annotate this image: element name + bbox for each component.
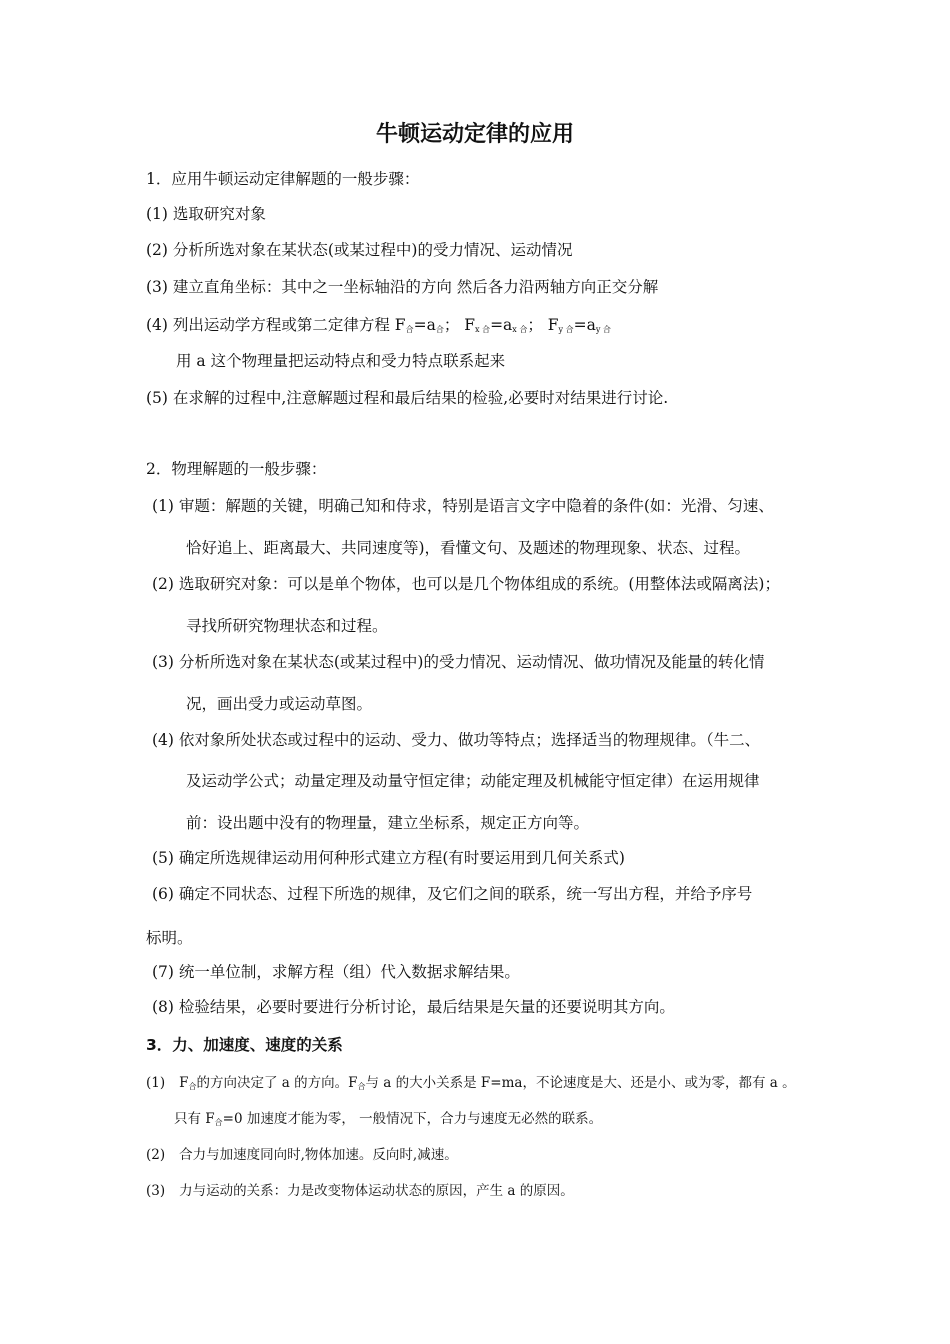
section2-item-3-line2: 况，画出受力或运动草图。 [186, 695, 373, 713]
separator: ； F [443, 316, 475, 334]
section2-item-4-line2: 及运动学公式；动量定理及动量守恒定律；动能定理及机械能守恒定律）在运用规律 [186, 772, 760, 790]
section1-item-4 [146, 316, 611, 335]
section1-item-5: (5) 在求解的过程中,注意解题过程和最后结果的检验,必要时对结果进行讨论. [146, 389, 669, 407]
item-text: 力与运动的关系：力是改变物体运动状态的原因，产生 a 的原因。 [179, 1183, 574, 1199]
subscript: y 合 [595, 325, 611, 334]
section2-item-3-line1: (3) 分析所选对象在某状态(或某过程中)的受力情况、运动情况、做功情况及能量的转化情 [152, 653, 765, 671]
item-number: (2) [146, 1147, 166, 1163]
subscript: 合 [214, 1118, 223, 1127]
subscript: x 合 [475, 325, 491, 334]
subscript: 合 [435, 325, 444, 334]
section2-item-4-line3: 前：设出题中没有的物理量，建立坐标系，规定正方向等。 [186, 814, 590, 832]
separator: ； F [527, 316, 559, 334]
section1-item-4-note: 用 a 这个物理量把运动特点和受力特点联系起来 [176, 352, 506, 370]
text-part: 与 a 的大小关系是 F=ma，不论速度是大、还是小、或为零，都有 a 。 [365, 1075, 796, 1091]
section1-heading: 1．应用牛顿运动定律解题的一般步骤： [146, 170, 420, 188]
section3-item-1-line2 [174, 1111, 602, 1128]
item-text: 合力与加速度同向时,物体加速。反向时,减速。 [179, 1147, 458, 1163]
text-part: 只有 F [174, 1111, 215, 1127]
item-number: (3) [146, 1183, 166, 1199]
section2-item-2-line1: (2) 选取研究对象：可以是单个物体，也可以是几个物体组成的系统。(用整体法或隔离法)； [152, 575, 780, 593]
section2-heading: 2．物理解题的一般步骤： [146, 460, 327, 478]
section2-item-5: (5) 确定所选规律运动用何种形式建立方程(有时要运用到几何关系式) [152, 849, 625, 867]
section2-item-2-line2: 寻找所研究物理状态和过程。 [186, 617, 388, 635]
section2-item-7: (7) 统一单位制，求解方程（组）代入数据求解结果。 [152, 963, 520, 981]
equation-part: =a [413, 316, 436, 334]
subscript: 合 [357, 1082, 366, 1091]
section2-item-4-line1: (4) 依对象所处状态或过程中的运动、受力、做功等特点；选择适当的物理规律。（牛二、 [152, 731, 761, 749]
text-part: 的方向决定了 a 的方向。F [196, 1075, 358, 1091]
page-title: 牛顿运动定律的应用 [375, 122, 574, 147]
equation-part: =a [490, 316, 513, 334]
subscript: x 合 [512, 325, 528, 334]
section1-item-3: (3) 建立直角坐标：其中之一坐标轴沿的方向 然后各力沿两轴方向正交分解 [146, 278, 659, 296]
section1-item-2: (2) 分析所选对象在某状态(或某过程中)的受力情况、运动情况 [146, 241, 573, 259]
section3-item-1-line1 [146, 1075, 796, 1092]
subscript: 合 [188, 1082, 197, 1091]
section2-item-6-line1: (6) 确定不同状态、过程下所选的规律，及它们之间的联系，统一写出方程，并给予序号 [152, 885, 753, 903]
section2-item-1-line1: (1) 审题：解题的关键，明确己知和侍求，特别是语言文字中隐着的条件(如：光滑、匀速、 [152, 497, 774, 515]
section3-item-3 [146, 1183, 574, 1199]
section2-item-1-line2: 恰好追上、距离最大、共同速度等)，看懂文句、及题述的物理现象、状态、过程。 [186, 539, 751, 557]
equation-part: =a [573, 316, 596, 334]
subscript: y 合 [558, 325, 574, 334]
section1-item-1: (1) 选取研究对象 [146, 205, 266, 223]
section2-item-8: (8) 检验结果，必要时要进行分析讨论，最后结果是矢量的还要说明其方向。 [152, 998, 675, 1016]
subscript: 合 [405, 325, 414, 334]
section3-heading: 3．力、加速度、速度的关系 [146, 1036, 343, 1054]
text-part: F [179, 1075, 189, 1091]
section3-item-2 [146, 1147, 458, 1163]
section2-item-6-line2: 标明。 [146, 929, 193, 947]
item-number: (1) [146, 1075, 166, 1091]
item4-prefix: (4) 列出运动学方程或第二定律方程 F [146, 316, 406, 334]
text-part: =0 加速度才能为零， 一般情况下，合力与速度无必然的联系。 [222, 1111, 603, 1127]
